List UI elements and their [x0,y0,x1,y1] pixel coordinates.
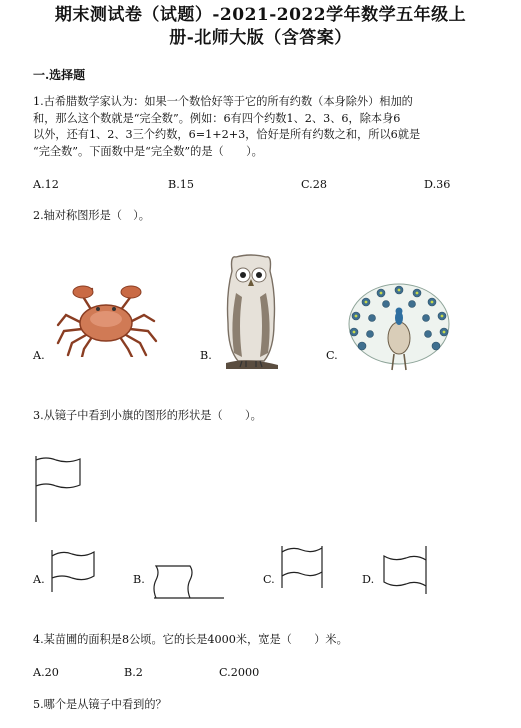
question-4: 4.某苗圃的面积是8公顷。它的长是4000米，宽是（ ）米。 [33,633,348,646]
question-3: 3.从镜子中看到小旗的图形的形状是（ ）。 [33,409,262,422]
flag-option-c[interactable] [278,542,328,592]
question-1 [33,94,488,160]
q3-option-c[interactable]: C. [263,573,275,586]
q3-option-d[interactable]: D. [362,573,375,586]
q3-option-b[interactable]: B. [133,573,145,586]
question-1-line3: 以外，还有1、2、3三个约数，6=1+2+3，恰好是所有约数之和，所以6就是 [33,128,421,141]
q4-option-a[interactable]: A.20 [33,666,59,679]
crab-image [52,285,164,357]
owl-image [218,253,284,375]
flag-option-a[interactable] [48,546,98,596]
question-1-line1: 1.古希腊数学家认为：如果一个数恰好等于它的所有约数（本身除外）相加的 [33,95,413,108]
section-heading: 一.选择题 [33,68,86,82]
q4-option-b[interactable]: B.2 [124,666,143,679]
q2-option-a[interactable]: A. [33,349,45,362]
page-title-line2: 册-北师大版（含答案） [169,28,352,48]
question-5: 5.哪个是从镜子中看到的？ [33,698,167,711]
q2-option-c[interactable]: C. [326,349,338,362]
q1-option-b[interactable]: B.15 [168,178,195,191]
flag-option-b[interactable] [152,562,226,602]
question-1-line2: 和，那么这个数就是“完全数”。例如：6有四个约数1、2、3、6，除本身6 [33,111,401,125]
flag-original [34,454,84,524]
q2-option-b[interactable]: B. [200,349,212,362]
question-2: 2.轴对称图形是（ ）。 [33,209,150,222]
q1-option-c[interactable]: C.28 [301,178,327,191]
flag-option-d[interactable] [380,544,430,596]
page-title-line1: 期末测试卷（试题）-2021-2022学年数学五年级上 [54,5,467,25]
question-1-line4: “完全数”。下面数中是“完全数”的是（ ）。 [33,144,263,158]
q1-option-d[interactable]: D.36 [424,178,451,191]
peacock-image [346,280,452,372]
q4-option-c[interactable]: C.2000 [219,666,260,679]
q3-option-a[interactable]: A. [33,573,45,586]
q1-option-a[interactable]: A.12 [33,178,59,191]
